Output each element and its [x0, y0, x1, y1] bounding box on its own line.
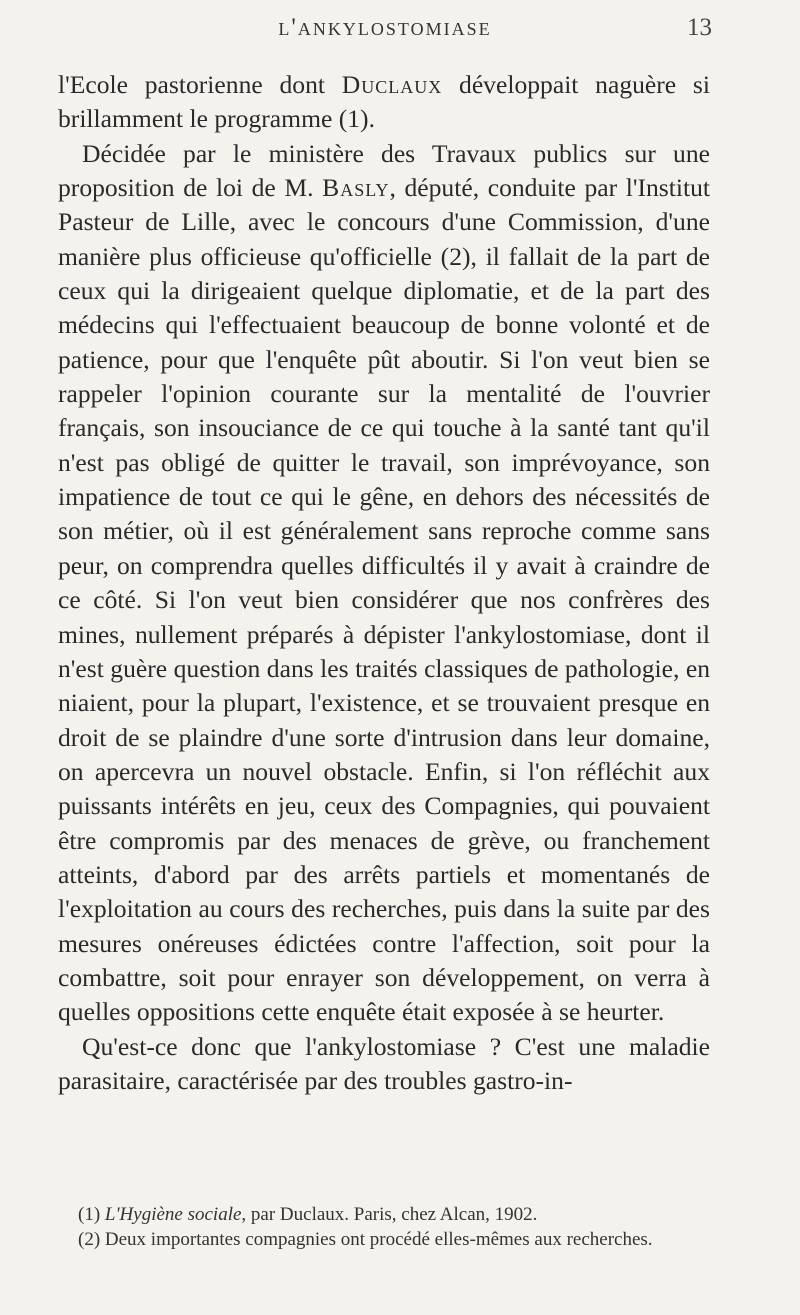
footnote-2: (2) Deux importantes compagnies ont procédé elles-mêmes aux recherches.: [78, 1229, 653, 1250]
paragraph-enquete: [58, 137, 710, 1030]
author-name-basly: Basly: [322, 173, 390, 203]
paragraph-text: développait naguère si brillamment le programme (1).: [58, 70, 711, 134]
footnote-book-title: L'Hygiène sociale: [104, 1204, 242, 1225]
running-head: [58, 14, 712, 54]
footnotes: [58, 1202, 710, 1252]
paragraph-text: , député, conduite par l'Institut Pasteur de Lille, avec le concours d'une Commission, d'une manière plus officieuse qu'officielle (2), il fallait de la part de ceux qui la dirigeaient quelque diplomatie, et de la part des médecins qui l'effectuaient beaucoup de bonne volonté et de patience, pour que l'enquête pût aboutir. Si l'on veut bien se rappeler l'opinion courante sur la mentalité de l'ouvrier français, son insouciance de ce qui touche à la santé tant qu'il n'est pas obligé de quitter le travail, son imprévoyance, son impatience de tout ce qui le gêne, en dehors des nécessités de son métier, où il est généralement sans reproche comme sans peur, on comprendra quelles difficultés il y avait à craindre de ce côté. Si l'on veut bien considérer que nos confrères des mines, nullement préparés à dépister l'ankylostomiase, dont il n'est guère question dans les traités classiques de pathologie, en niaient, pour la plupart, l'existence, et se trouvaient presque en droit de se plaindre d'une sorte d'intrusion dans leur domaine, on apercevra un nouvel obstacle. Enfin, si l'on réfléchit aux puissants intérêts en jeu, ceux des Compagnies, qui pouvaient être compromis par des menaces de grève, ou franchement atteints, d'abord par des arrêts partiels et momentanés de l'exploitation au cours des recherches, puis dans la suite par des mesures onéreuses édictées contre l'affection, soit pour la combattre, soit pour enrayer son développement, on verra à quelles oppositions cette enquête était exposée à se heurter.: [58, 173, 710, 1027]
paragraph-continuation: [58, 68, 710, 137]
footnote-1: [58, 1202, 710, 1227]
footnote-marker: (1): [78, 1204, 105, 1225]
footnote-text: , par Duclaux. Paris, chez Alcan, 1902.: [241, 1204, 538, 1225]
page-number: 13: [687, 14, 712, 41]
body-text: [58, 68, 710, 1098]
paragraph-text: Décidée par le ministère des Travaux publics sur une proposition de loi de M.: [58, 138, 710, 203]
paragraph-text: l'Ecole pastorienne dont: [58, 70, 342, 99]
author-name-duclaux: Duclaux: [341, 70, 443, 99]
running-title: l'ankylostomiase: [278, 14, 492, 41]
paragraph-definition: Qu'est-ce donc que l'ankylostomiase ? C'est une maladie parasitaire, caractérisée par des troubles gastro-in-: [58, 1031, 710, 1095]
